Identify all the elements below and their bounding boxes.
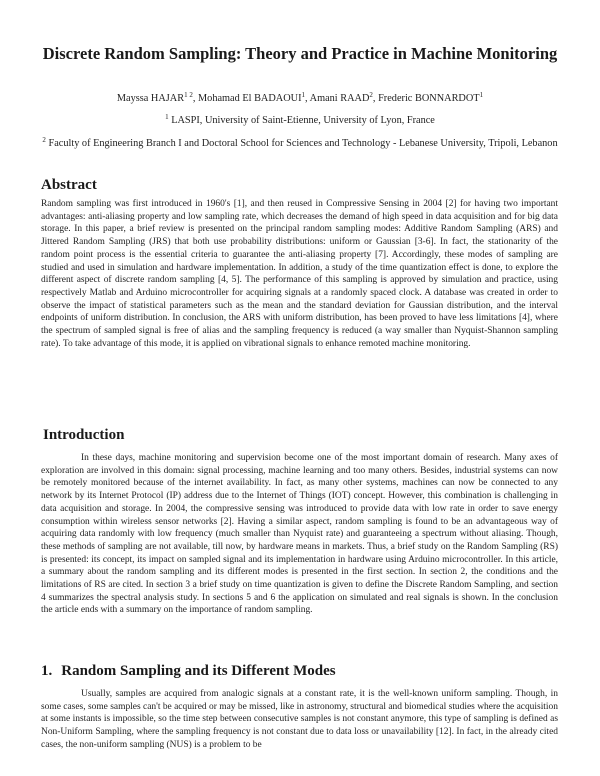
section-title: Random Sampling and its Different Modes (61, 663, 336, 679)
section-heading (41, 662, 336, 680)
section-text: Usually, samples are acquired from analogic signals at a constant rate, it is the well-known uniform sampling. Though, in some cases, some samples can't be acquired or may be missed, like in astronomy, structural and biomedical studies where the acquisition at some instants is impossible, so the time step between consecutive samples is not constant anymore, this type of sampling is defined as Non-Uniform Sampling, where the sampling frequency is not constant due to data loss or unavailability [12]. In fact, in the already cited cases, the non-uniform sampling (NUS) is a problem to be (41, 689, 558, 750)
author: Mohamad El BADAOUI$^1$, (198, 91, 310, 104)
author: Frederic BONNARDOT$^1$ (378, 91, 484, 104)
paper-title: Discrete Random Sampling: Theory and Practice in Machine Monitoring (42, 44, 558, 63)
abstract-heading: Abstract (41, 177, 97, 193)
author: Amani RAAD$^2$, (309, 91, 379, 104)
author-list (40, 92, 560, 106)
abstract-text: Random sampling was first introduced in 1960's [1], and then reused in Compressive Sensing in 2004 [2] for having two important advantages: anti-aliasing property and low sampling rate, which decreases the demand of high speed in data acquisition and for big data storage. In this paper, a brief review is presented on the principal random sampling modes: Additive Random Sampling (ARS) and Jittered Random Sampling (JRS) that both use probability distributions: uniform or Gaussian [3-6]. In fact, the stationarity of the random point process is the essential criteria to guarantee the anti-aliasing property [7]. Accordingly, these modes of sampling are studied and used in simulation and hardware implementation. In addition, a study of the time quantization effect is done, to explore the different aspect of discrete random sampling [4, 5]. The performance of this sampling is approved by simulation and practice, using respectively Matlab and Arduino microcontroller for acquiring signals at a randomly spaced clock. A database was created in order to observe the impact of statistical parameters such as the mean and the standard deviation for Gaussian distribution, and the interval endpoints of uniform distribution. In conclusion, the ARS with uniform distribution, has been proved to have less limitations [4], where the spectrum of sampled signal is free of alias and the sampling frequency is reduced (a way smaller than Nyquist-Shannon sampling rate). To take advantage of this mode, it is applied on vibrational signals to enhance remoted machine monitoring. (41, 199, 558, 349)
introduction-heading: Introduction (43, 427, 125, 443)
section-number: 1. (41, 663, 53, 679)
affiliation: $^1$ LASPI, University of Saint-Etienne, University of Lyon, France (165, 113, 435, 126)
author: Mayssa $HAJAR^{1 2}$, (116, 91, 199, 104)
introduction-text: In these days, machine monitoring and supervision become one of the most important domain of research. Many axes of exploration are involved in this domain: signal processing, machine learning and too many others. Besides, industrial systems can now be remotely monitored because of the internet availability. In fact, as many other systems, machines can now be connected to any network by its Internet Protocol (IP) address due to the Internet of Things (IOT) concept. However, this combination is challenging in data acquisition and storage. In 2004, the compressive sensing was introduced to provide data with low rate in order to save energy consumption within wireless sensor networks [2]. Having a similar aspect, random sampling is found to be an advantageous way of acquiring data randomly with low frequency (much smaller than Nyquist rate) and guaranteeing a spectrum without aliasing. Though, these methods of sampling are not available, till now, by hardware means in markets. Thus, a brief study on the Random Sampling (RS) is presented: its concept, its impact on sampled signal and its implementation in hardware using Arduino microcontroller. In this article, a summary about the random sampling and its different modes is presented in the first section. In section 2, the conditions and the limitations of RS are cited. In section 3 a brief study on time quantization is given to define the Discrete Random Sampling, and section 4 summarizes the spectral analysis study. In sections 5 and 6 the application on simulated and real signals is shown. In the conclusion the article ends with a summary on the importance of random sampling. (41, 453, 558, 616)
affiliation: $^2$ Faculty of Engineering Branch I and Doctoral School for Sciences and Technology - Lebanese University, Tripoli, Lebanon (42, 136, 558, 149)
